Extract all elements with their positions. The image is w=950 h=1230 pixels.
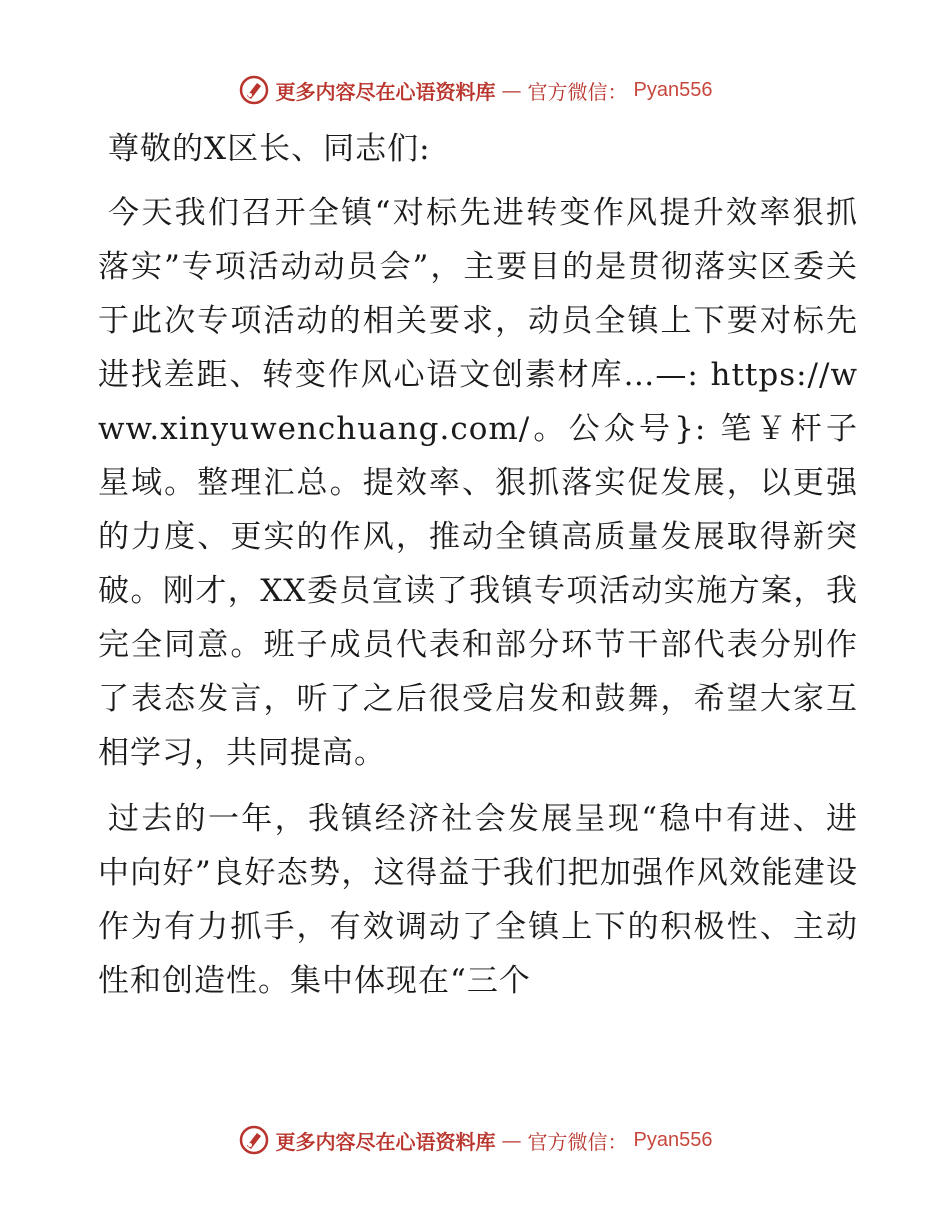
footer-watermark-banner xyxy=(0,1120,950,1160)
pen-nib-logo-icon xyxy=(238,74,270,106)
pen-nib-logo-icon xyxy=(238,1124,270,1156)
banner-wechat-label: 官方微信： xyxy=(527,1129,628,1154)
banner-main-text: 更多内容尽在心语资料库 xyxy=(275,1129,496,1154)
paragraph-2: 过去的一年，我镇经济社会发展呈现“稳中有进、进中向好”良好态势，这得益于我们把加强作风效能建设作为有力抓手，有效调动了全镇上下的积极性、主动性和创造性。集中体现在“三个 xyxy=(98,801,858,999)
banner-separator: — xyxy=(501,78,522,102)
paragraph-1: 今天我们召开全镇“对标先进转变作风提升效率狠抓落实”专项活动动员会”，主要目的是贯彻落实区委关于此次专项活动的相关要求，动员全镇上下要对标先进找差距、转变作风心语文创素材库…—: https://www.xinyuwenchuang.com/。公众号}: 笔￥杆子星域。整理汇总。提效率、狠抓落实促发展，以更强的力度、更实的作风，推动全镇高质量发展取得新突破。刚才，XX委员宣读了我镇专项活动实施方案，我完全同意。班子成员代表和部分环节干部代表分别作了表态发言，听了之后很受启发和鼓舞，希望大家互相学习，共同提高。 xyxy=(98,195,858,771)
banner-main-text: 更多内容尽在心语资料库 xyxy=(275,79,496,104)
banner-separator: — xyxy=(501,1128,522,1152)
banner-wechat-id: Pyan556 xyxy=(633,78,713,101)
banner-wechat-id: Pyan556 xyxy=(633,1128,713,1151)
greeting-line: 尊敬的X区长、同志们: xyxy=(108,131,431,167)
banner-wechat-label: 官方微信： xyxy=(527,79,628,104)
header-watermark-banner xyxy=(0,70,950,110)
document-body xyxy=(98,122,858,1020)
